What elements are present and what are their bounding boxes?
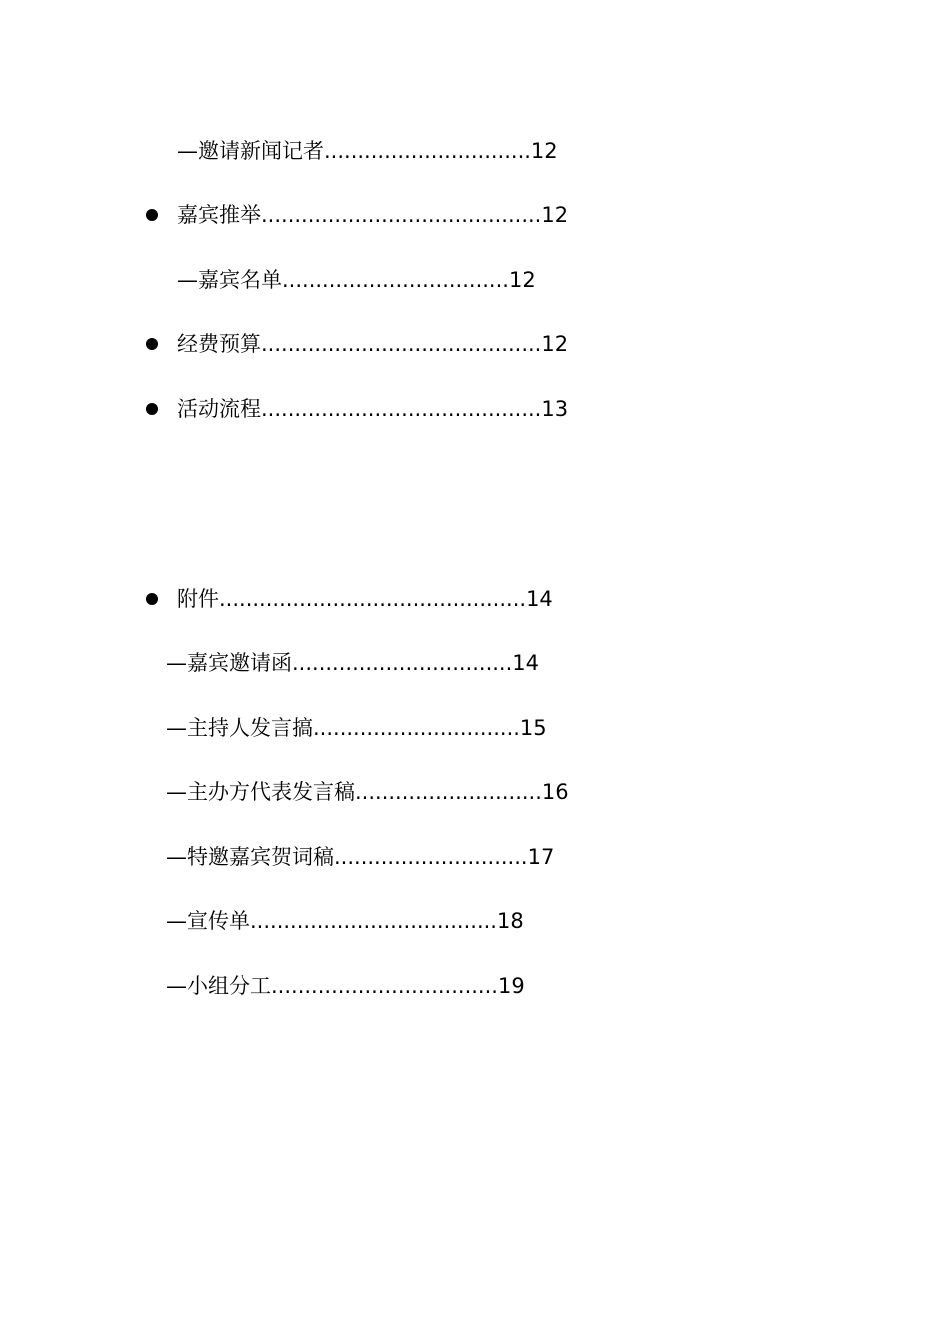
toc-entry-organizer-speech: —主办方代表发言稿............................16 — [166, 780, 569, 804]
bullet-icon — [146, 593, 158, 605]
toc-entry-guest-nomination: 嘉宾推举..........................................12 — [177, 203, 569, 227]
bullet-icon — [146, 209, 158, 221]
toc-entry-team-roles: —小组分工..................................19 — [166, 974, 525, 998]
toc-entry-budget: 经费预算..........................................12 — [177, 332, 569, 356]
toc-entry-invitation-letter: —嘉宾邀请函.................................14 — [166, 651, 540, 675]
bullet-icon — [146, 338, 158, 350]
toc-entry-invite-journalists: —邀请新闻记者...............................12 — [177, 139, 558, 163]
toc-entry-guest-greeting: —特邀嘉宾贺词稿.............................17 — [166, 845, 555, 869]
toc-entry-host-speech: —主持人发言搞...............................15 — [166, 716, 547, 740]
toc-entry-guest-list: —嘉宾名单..................................12 — [177, 268, 536, 292]
toc-entry-attachments: 附件..............................................14 — [177, 587, 553, 611]
toc-entry-activity-flow: 活动流程..........................................13 — [177, 397, 569, 421]
bullet-icon — [146, 403, 158, 415]
toc-entry-flyer: —宣传单.....................................18 — [166, 909, 524, 933]
